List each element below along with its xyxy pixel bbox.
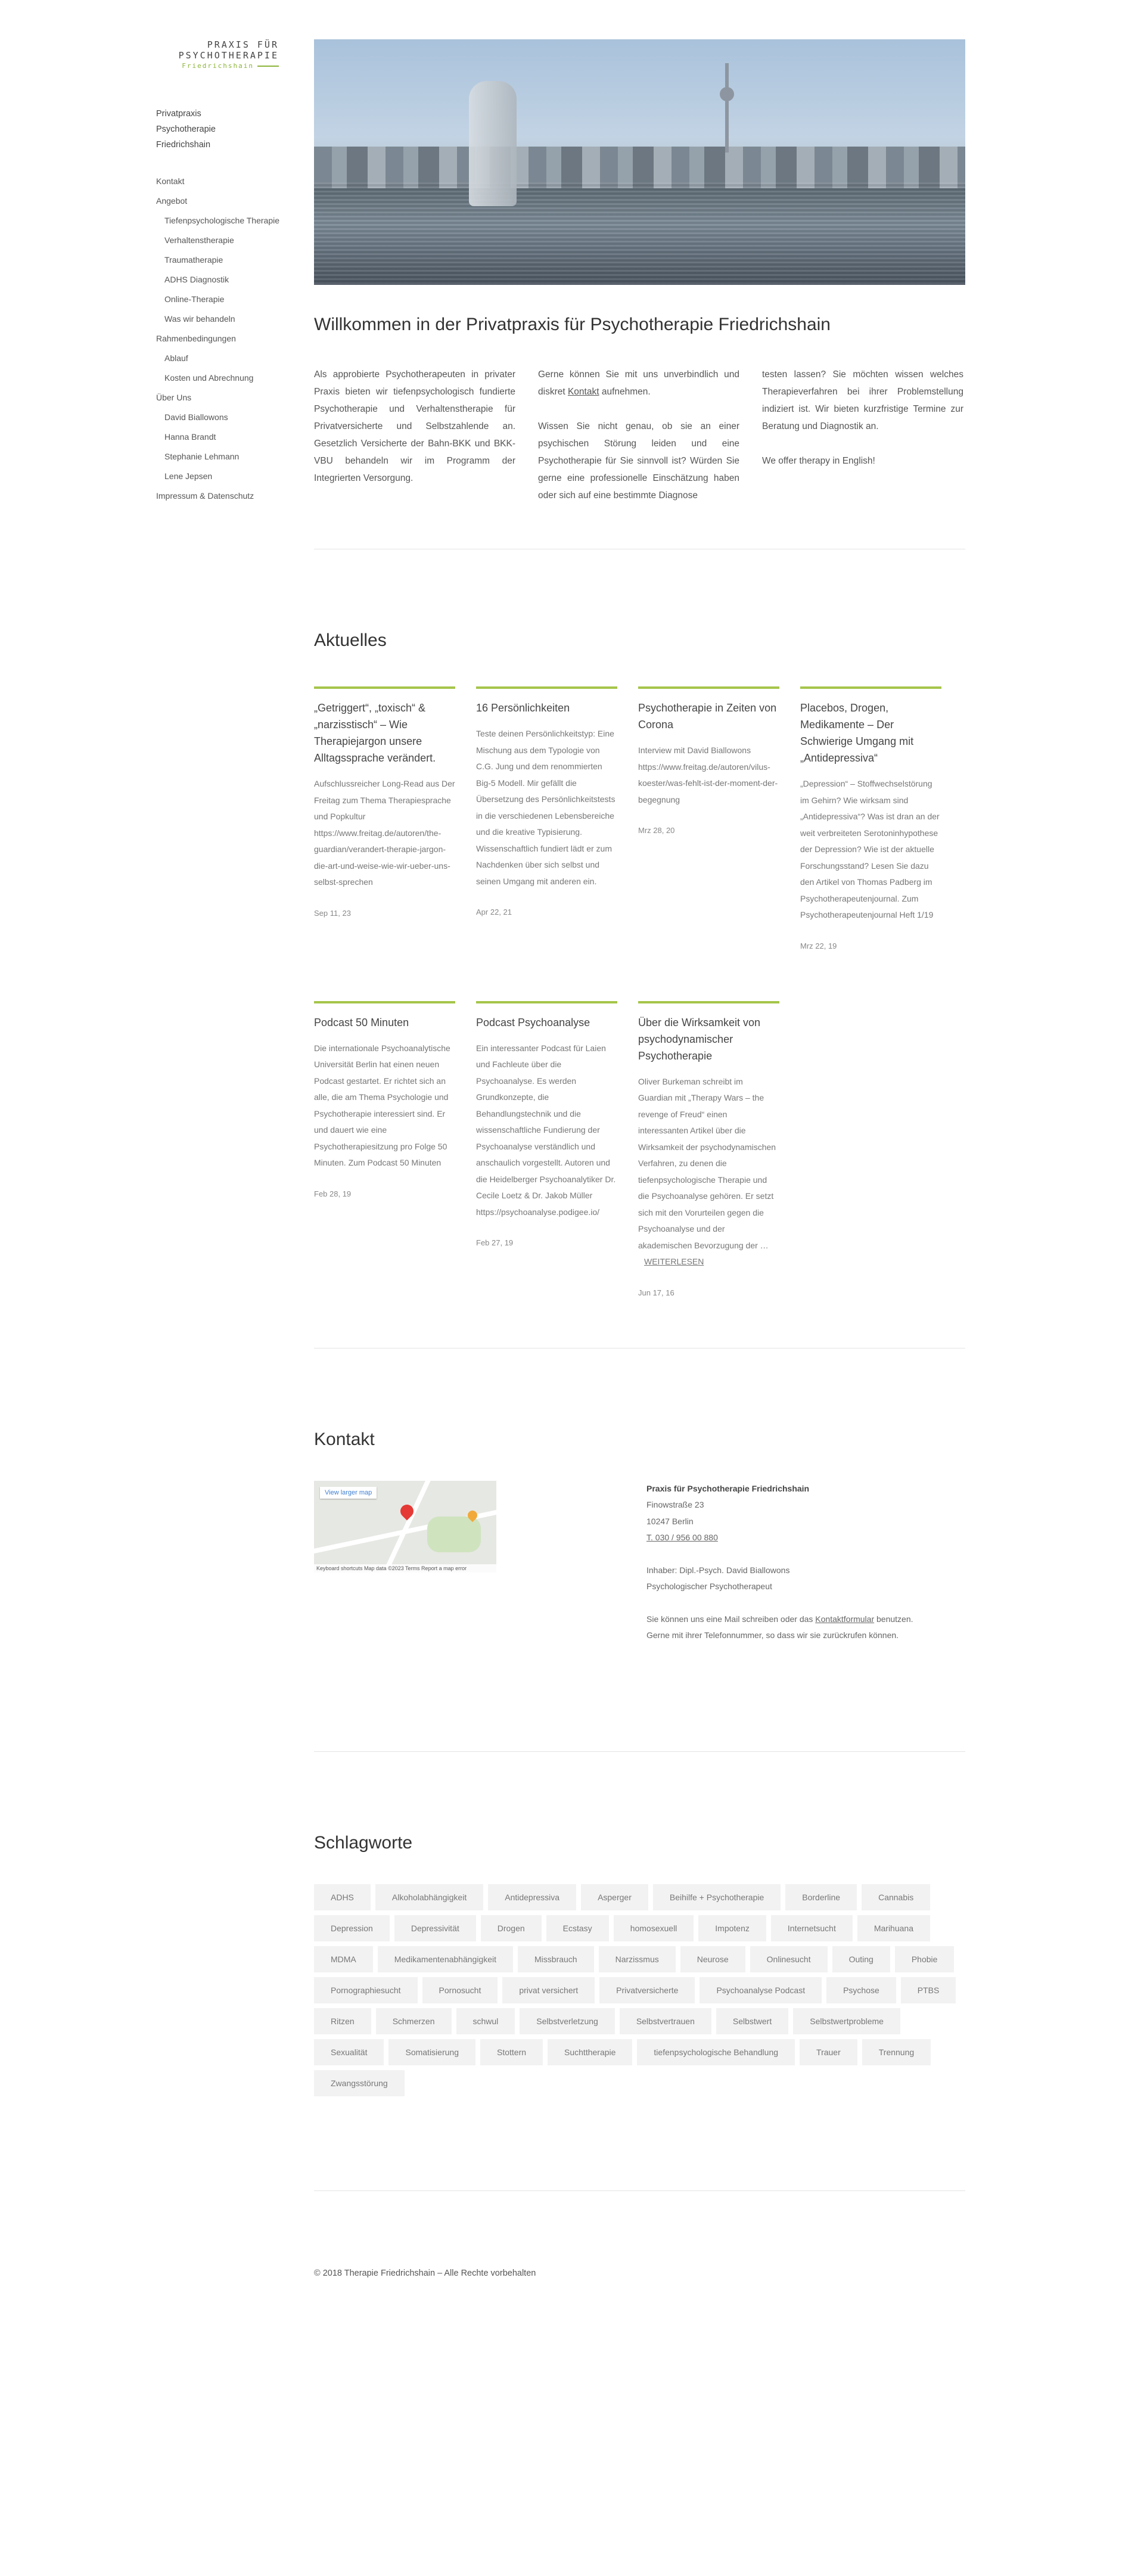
intro-text-1: Als approbierte Psychotherapeuten in privater Praxis bieten wir tiefenpsychologisch fundierte Psychotherapie und Verhaltenstherapie für Privatversicherte und Selbstzahlende an. Gesetzlich Versicherte der Bahn-BKK und BKK-VBU behandeln wir im Programm der Integrierten Versorgung.: [314, 369, 515, 483]
contact-note: Sie können uns eine Mail schreiben oder das Kontaktformular benutzen. Gerne mit ihrer Telefonnummer, so dass wir sie zurückrufen können.: [646, 1614, 913, 1640]
post-excerpt: Ein interessanter Podcast für Laien und Fachleute über die Psychoanalyse. Es werden Grundkonzepte, die Behandlungstechnik und die wissenschaftliche Fundierung der Psychoanalyse verständlich und anschaulich vorgestellt. Autoren und die Heidelberger Psychoanalytiker Dr. Cecile Loetz & Dr. Jakob Müller https://psychoanalyse.podigee.io/: [476, 1043, 616, 1217]
divider: [314, 2190, 965, 2191]
post-date: Feb 28, 19: [314, 1189, 352, 1198]
tag-marihuana[interactable]: Marihuana: [857, 1915, 930, 1941]
tag-phobie[interactable]: Phobie: [895, 1946, 955, 1972]
tag-privat-versichert[interactable]: privat versichert: [502, 1977, 595, 2003]
main-content: [314, 39, 965, 2278]
post-excerpt: Oliver Burkeman schreibt im Guardian mit „Therapy Wars – the revenge of Freud“ einen interessanten Artikel über die Wirksamkeit der psychodynamischen Verfahren, zu denen die tiefenpsychologische Therapie und die Psychoanalyse gehören. Er setzt sich mit den Vorurteilen gegen die Psychoanalyse und der akademischen Bevorzugung der … WEITERLESEN: [638, 1076, 776, 1266]
tag-pornographiesucht[interactable]: Pornographiesucht: [314, 1977, 418, 2003]
nav-item--ber-uns[interactable]: Über Uns: [156, 393, 192, 402]
map-embed[interactable]: [314, 1481, 496, 1573]
post-title[interactable]: Placebos, Drogen, Medikamente – Der Schwierige Umgang mit „Antidepressiva“: [800, 702, 914, 764]
post-accent-line: [800, 686, 941, 689]
tag-ecstasy[interactable]: Ecstasy: [546, 1915, 609, 1941]
owner: Inhaber: Dipl.-Psych. David Biallowons: [646, 1565, 790, 1575]
owner-role: Psychologischer Psychotherapeut: [646, 1581, 772, 1591]
tag-borderline[interactable]: Borderline: [785, 1884, 857, 1910]
nav-item-hanna-brandt[interactable]: Hanna Brandt: [164, 432, 216, 442]
tag-drogen[interactable]: Drogen: [481, 1915, 542, 1941]
news-post: [314, 686, 455, 950]
contact-link[interactable]: Kontakt: [567, 387, 599, 397]
tag-impotenz[interactable]: Impotenz: [698, 1915, 766, 1941]
post-date: Apr 22, 21: [476, 908, 512, 916]
tag-neurose[interactable]: Neurose: [680, 1946, 745, 1972]
tag-missbrauch[interactable]: Missbrauch: [518, 1946, 594, 1972]
nav-item-online-therapie[interactable]: Online-Therapie: [164, 294, 225, 304]
read-more-link[interactable]: WEITERLESEN: [644, 1257, 704, 1266]
tag-asperger[interactable]: Asperger: [581, 1884, 648, 1910]
nav-item-kontakt[interactable]: Kontakt: [156, 176, 185, 186]
intro-column-2: [538, 366, 739, 504]
tag-medikamentenabhängigkeit[interactable]: Medikamentenabhängigkeit: [378, 1946, 513, 1972]
tag-homosexuell[interactable]: homosexuell: [614, 1915, 694, 1941]
nav-item-was-wir-behandeln[interactable]: Was wir behandeln: [164, 314, 235, 324]
city: 10247 Berlin: [646, 1516, 694, 1526]
intro-text-3a: testen lassen? Sie möchten wissen welches Therapieverfahren bei ihrer Problemstellung indiziert ist. Wir bieten kurzfristige Termine zur Beratung und Diagnostik an.: [762, 369, 963, 431]
intro-column-1: [314, 366, 515, 504]
hero-image: [314, 39, 965, 285]
post-date: Mrz 28, 20: [638, 826, 675, 835]
post-accent-line: [476, 686, 617, 689]
post-accent-line: [476, 1001, 617, 1003]
tag-internetsucht[interactable]: Internetsucht: [771, 1915, 853, 1941]
logo[interactable]: [156, 39, 279, 75]
street: Finowstraße 23: [646, 1500, 704, 1509]
nav-item-adhs-diagnostik[interactable]: ADHS Diagnostik: [164, 275, 229, 284]
post-excerpt: Interview mit David Biallowons https://www.freitag.de/autoren/vilus-koester/was-fehlt-ist-der-moment-der-begegnung: [638, 745, 778, 804]
nav-item-stephanie-lehmann[interactable]: Stephanie Lehmann: [164, 452, 240, 461]
post-title[interactable]: 16 Persönlichkeiten: [476, 702, 570, 714]
tag-narzissmus[interactable]: Narzissmus: [599, 1946, 676, 1972]
site-title[interactable]: Privatpraxis Psychotherapie Friedrichshain: [156, 109, 216, 150]
contact-form-link[interactable]: Kontaktformular: [815, 1614, 875, 1624]
post-excerpt: Die internationale Psychoanalytische Universität Berlin hat einen neuen Podcast gestartet. Er richtet sich an alle, die am Thema Psychologie und Psychotherapie interessiert sind. Er und dauert wie eine Psychotherapiesitzung pro Folge 50 Minuten. Zum Podcast 50 Minuten: [314, 1043, 450, 1167]
tag-trauer[interactable]: Trauer: [800, 2039, 857, 2065]
news-post: [314, 1001, 455, 1297]
intro-text-2a: Gerne können Sie mit uns unverbindlich und diskret Kontakt aufnehmen.: [538, 369, 739, 397]
tag-selbstwert[interactable]: Selbstwert: [716, 2008, 788, 2034]
tag-selbstwertprobleme[interactable]: Selbstwertprobleme: [793, 2008, 900, 2034]
intro-text-2b: Wissen Sie nicht genau, ob sie an einer psychischen Störung leiden und eine Psychotherapie für Sie sinnvoll ist? Würden Sie gerne eine professionelle Einschätzung haben oder sich auf eine bestimmte Diagnose: [538, 421, 739, 501]
tag-sexualität[interactable]: Sexualität: [314, 2039, 384, 2065]
tag-pornosucht[interactable]: Pornosucht: [422, 1977, 498, 2003]
tag-psychoanalyse-podcast[interactable]: Psychoanalyse Podcast: [700, 1977, 822, 2003]
post-accent-line: [314, 1001, 455, 1003]
nav-item-david-biallowons[interactable]: David Biallowons: [164, 412, 228, 422]
nav-item-verhaltenstherapie[interactable]: Verhaltenstherapie: [164, 235, 234, 245]
map-larger-link[interactable]: View larger map: [320, 1487, 377, 1499]
main-navigation: [156, 172, 281, 506]
divider: [314, 1751, 965, 1752]
tag-ritzen[interactable]: Ritzen: [314, 2008, 371, 2034]
news-title: Aktuelles: [314, 630, 387, 650]
tag-suchttherapie[interactable]: Suchttherapie: [548, 2039, 632, 2065]
post-title[interactable]: Psychotherapie in Zeiten von Corona: [638, 702, 777, 731]
post-title[interactable]: Podcast 50 Minuten: [314, 1016, 409, 1028]
news-post: [638, 1001, 779, 1297]
logo-line-3: Friedrichshain: [156, 62, 279, 70]
post-accent-line: [638, 686, 779, 689]
news-post: [476, 686, 617, 950]
map-attribution[interactable]: Keyboard shortcuts Map data ©2023 Terms Report a map error: [314, 1564, 496, 1573]
nav-item-lene-jepsen[interactable]: Lene Jepsen: [164, 471, 213, 481]
post-title[interactable]: Über die Wirksamkeit von psychodynamischer Psychotherapie: [638, 1016, 761, 1062]
logo-line-2: PSYCHOTHERAPIE: [178, 50, 279, 61]
tag-selbstvertrauen[interactable]: Selbstvertrauen: [620, 2008, 711, 2034]
nav-item-rahmenbedingungen[interactable]: Rahmenbedingungen: [156, 334, 236, 343]
post-excerpt: Aufschlussreicher Long-Read aus Der Freitag zum Thema Therapiesprache und Popkultur https://www.freitag.de/autoren/the-guardian/verandert-therapie-jargon-die-art-und-weise-wie-wir-ueber-uns-selbst-sprechen: [314, 779, 455, 887]
post-excerpt: „Depression“ – Stoffwechselstörung im Gehirn? Wie wirksam sind „Antidepressiva“? Was ist dran an der weit verbreiteten Serotoninhypothese der Depression? Wie ist der aktuelle Forschungsstand? Lesen Sie dazu den Artikel von Thomas Padberg im Psychotherapeutenjournal. Zum Psychotherapeutenjournal Heft 1/19: [800, 779, 940, 919]
nav-item-ablauf[interactable]: Ablauf: [164, 353, 188, 363]
intro-section: [314, 366, 965, 504]
practice-name: Praxis für Psychotherapie Friedrichshain: [646, 1483, 810, 1493]
tag-ptbs[interactable]: PTBS: [901, 1977, 956, 2003]
intro-column-3: [762, 366, 963, 504]
tag-stottern[interactable]: Stottern: [480, 2039, 543, 2065]
tag-schwul[interactable]: schwul: [456, 2008, 515, 2034]
tag-alkoholabhängigkeit[interactable]: Alkoholabhängigkeit: [375, 1884, 483, 1910]
tag-onlinesucht[interactable]: Onlinesucht: [750, 1946, 828, 1972]
tag-mdma[interactable]: MDMA: [314, 1946, 373, 1972]
tag-antidepressiva[interactable]: Antidepressiva: [488, 1884, 576, 1910]
nav-item-kosten-und-abrechnung[interactable]: Kosten und Abrechnung: [164, 373, 254, 383]
tag-privatversicherte[interactable]: Privatversicherte: [599, 1977, 695, 2003]
tag-depression[interactable]: Depression: [314, 1915, 390, 1941]
post-accent-line: [314, 686, 455, 689]
nav-item-angebot[interactable]: Angebot: [156, 196, 188, 206]
post-date: Sep 11, 23: [314, 908, 351, 918]
post-accent-line: [638, 1001, 779, 1003]
tag-psychose[interactable]: Psychose: [826, 1977, 896, 2003]
tag-schmerzen[interactable]: Schmerzen: [376, 2008, 452, 2034]
post-date: Mrz 22, 19: [800, 941, 837, 950]
footer-copyright: © 2018 Therapie Friedrichshain – Alle Rechte vorbehalten: [314, 2268, 536, 2278]
tag-somatisierung[interactable]: Somatisierung: [388, 2039, 475, 2065]
sidebar: [156, 39, 281, 506]
phone-link[interactable]: T. 030 / 956 00 880: [646, 1533, 718, 1542]
tag-zwangsstörung[interactable]: Zwangsstörung: [314, 2070, 405, 2096]
nav-item-impressum-datenschutz[interactable]: Impressum & Datenschutz: [156, 491, 254, 501]
tag-selbstverletzung[interactable]: Selbstverletzung: [520, 2008, 615, 2034]
tag-adhs[interactable]: ADHS: [314, 1884, 371, 1910]
contact-info: [646, 1481, 927, 1644]
news-grid-row-1: [314, 686, 965, 950]
news-post: [800, 686, 941, 950]
news-post: [476, 1001, 617, 1297]
tags-title: Schlagworte: [314, 1832, 413, 1853]
contact-title: Kontakt: [314, 1429, 375, 1449]
post-title[interactable]: „Getriggert“, „toxisch“ & „narzisstisch“ – Wie Therapiejargon unsere Alltagssprache verändert.: [314, 702, 436, 764]
logo-line-1: PRAXIS FÜR: [207, 39, 279, 50]
post-date: Feb 27, 19: [476, 1238, 514, 1247]
tag-trennung[interactable]: Trennung: [862, 2039, 931, 2065]
post-date: Jun 17, 16: [638, 1288, 674, 1297]
tag-beihilfe-psychotherapie[interactable]: Beihilfe + Psychotherapie: [653, 1884, 781, 1910]
page-title: Willkommen in der Privatpraxis für Psychotherapie Friedrichshain: [314, 315, 831, 334]
news-post: [638, 686, 779, 950]
intro-text-3b: We offer therapy in English!: [762, 456, 875, 466]
tag-cloud: [314, 1884, 965, 2101]
tag-cannabis[interactable]: Cannabis: [862, 1884, 930, 1910]
nav-item-tiefenpsychologische-therapie[interactable]: Tiefenpsychologische Therapie: [164, 216, 280, 225]
tag-depressivität[interactable]: Depressivität: [394, 1915, 476, 1941]
contact-section: [314, 1481, 965, 1644]
post-title[interactable]: Podcast Psychoanalyse: [476, 1016, 590, 1028]
tag-outing[interactable]: Outing: [832, 1946, 890, 1972]
post-excerpt: Teste deinen Persönlichkeitstyp: Eine Mischung aus dem Typologie von C.G. Jung und dem renommierten Big-5 Modell. Mir gefällt die Übersetzung des Persönlichkeitstests in die verschiedenen Lebensbereiche und die kreative Typisierung. Wissenschaftlich fundiert lädt er zum Nachdenken über sich selbst und seinen Umgang mit anderen ein.: [476, 729, 615, 886]
news-grid-row-2: [314, 1001, 965, 1297]
tag-tiefenpsychologische-behandlung[interactable]: tiefenpsychologische Behandlung: [637, 2039, 795, 2065]
nav-item-traumatherapie[interactable]: Traumatherapie: [164, 255, 223, 265]
